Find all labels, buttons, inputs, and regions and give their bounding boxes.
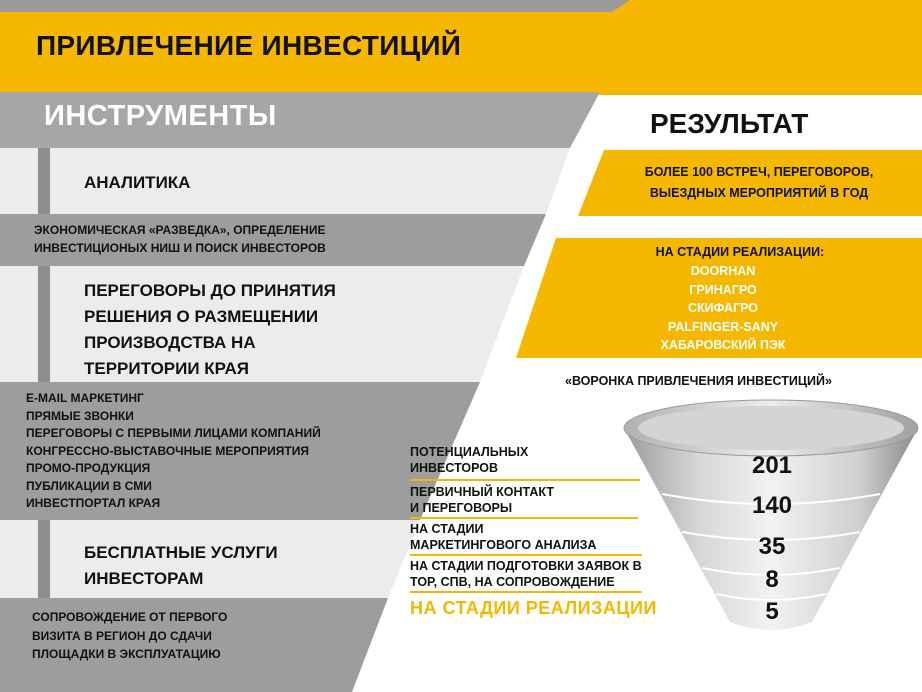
company-name: ГРИНАГРО: [689, 282, 757, 297]
negotiations-heading-line: ПЕРЕГОВОРЫ ДО ПРИНЯТИЯ: [84, 281, 336, 300]
funnel-title: «ВОРОНКА ПРИВЛЕЧЕНИЯ ИНВЕСТИЦИЙ»: [565, 374, 832, 388]
funnel-stage-line: [410, 591, 642, 593]
funnel-stage-label-line: ТОР, СПВ, НА СОПРОВОЖДЕНИЕ: [410, 575, 615, 589]
services-heading: [84, 540, 278, 592]
funnel-stage-value: 8: [765, 566, 779, 593]
instruments-title: ИНСТРУМЕНТЫ: [44, 100, 277, 132]
services-details: [32, 608, 227, 664]
funnel-stage-value: 201: [751, 452, 793, 479]
funnel-stage-line: [410, 479, 640, 481]
funnel-stage-value: 140: [751, 492, 793, 519]
funnel-stage-label-line: И ПЕРЕГОВОРЫ: [410, 501, 513, 515]
negotiations-heading-line: РЕШЕНИЯ О РАЗМЕЩЕНИИ: [84, 307, 319, 326]
analytics-detail-line: ЭКОНОМИЧЕСКАЯ «РАЗВЕДКА», ОПРЕДЕЛЕНИЕ: [34, 223, 326, 237]
funnel-final-stage-label: НА СТАДИИ РЕАЛИЗАЦИИ: [410, 598, 657, 618]
company-name: DOORHAN: [690, 264, 756, 278]
services-detail-line: ВИЗИТА В РЕГИОН ДО СДАЧИ: [32, 628, 212, 643]
header-top-strip: [0, 0, 630, 12]
negotiations-accent-bar: [38, 266, 50, 382]
analytics-accent-bar: [38, 148, 50, 214]
negotiations-heading: [84, 278, 336, 382]
funnel-stage-label-line: МАРКЕТИНГОВОГО АНАЛИЗА: [410, 538, 597, 552]
funnel-stage-line: [410, 517, 638, 519]
company-name: СКИФАГРО: [687, 301, 758, 315]
funnel-stage-label: [410, 484, 554, 516]
funnel-stage-value: 5: [765, 598, 779, 625]
stage-title: НА СТАДИИ РЕАЛИЗАЦИИ:: [655, 245, 825, 259]
meetings-text: [604, 162, 914, 204]
negotiations-heading-line: ТЕРРИТОРИИ КРАЯ: [84, 359, 250, 378]
funnel-stage-label: [410, 521, 596, 553]
negotiations-detail-line: ИНВЕСТПОРТАЛ КРАЯ: [26, 496, 161, 510]
funnel-stage-label-line: НА СТАДИИ: [410, 522, 484, 536]
negotiations-detail-line: E-MAIL МАРКЕТИНГ: [26, 391, 144, 405]
company-name: PALFINGER-SANY: [667, 319, 779, 334]
services-detail-line: СОПРОВОЖДЕНИЕ ОТ ПЕРВОГО: [32, 610, 228, 624]
negotiations-detail-line: ПРОМО-ПРОДУКЦИЯ: [26, 461, 151, 475]
funnel-stage-label: [410, 444, 528, 476]
analytics-heading: АНАЛИТИКА: [84, 173, 191, 192]
funnel-stage-label-line: ПЕРВИЧНЫЙ КОНТАКТ: [410, 485, 555, 499]
funnel-inner: [638, 406, 904, 450]
services-heading-line: БЕСПЛАТНЫЕ УСЛУГИ: [84, 543, 278, 562]
negotiations-detail-line: КОНГРЕССНО-ВЫСТАВОЧНЫЕ МЕРОПРИЯТИЯ: [26, 443, 310, 458]
funnel-stage-value: 35: [758, 533, 786, 560]
negotiations-detail-line: ПУБЛИКАЦИИ В СМИ: [26, 478, 152, 493]
analytics-detail-line: ИНВЕСТИЦИОНЫХ НИШ И ПОИСК ИНВЕСТОРОВ: [34, 240, 326, 255]
analytics-details: [34, 222, 326, 257]
page-title: ПРИВЛЕЧЕНИЕ ИНВЕСТИЦИЙ: [36, 30, 462, 61]
services-detail-line: ПЛОЩАДКИ В ЭКСПЛУАТАЦИЮ: [32, 647, 221, 661]
meetings-line: БОЛЕЕ 100 ВСТРЕЧ, ПЕРЕГОВОРОВ,: [644, 165, 874, 179]
companies-list: [600, 262, 846, 355]
result-title: РЕЗУЛЬТАТ: [650, 108, 809, 139]
negotiations-details: [26, 390, 321, 513]
negotiations-heading-line: ПРОИЗВОДСТВА НА: [84, 333, 256, 352]
funnel-stage-label-line: НА СТАДИИ ПОДГОТОВКИ ЗАЯВОК В: [410, 559, 642, 573]
negotiations-detail-line: ПЕРЕГОВОРЫ С ПЕРВЫМИ ЛИЦАМИ КОМПАНИЙ: [26, 426, 321, 440]
funnel-stage-label-line: ИНВЕСТОРОВ: [410, 461, 499, 475]
negotiations-detail-line: ПРЯМЫЕ ЗВОНКИ: [26, 408, 134, 423]
services-accent-bar: [38, 520, 50, 598]
meetings-line: ВЫЕЗДНЫХ МЕРОПРИЯТИЙ В ГОД: [649, 186, 869, 200]
funnel-stage-line: [410, 554, 642, 556]
funnel-stage-label: [410, 558, 642, 590]
services-heading-line: ИНВЕСТОРАМ: [84, 569, 204, 588]
company-name: ХАБАРОВСКИЙ ПЭК: [660, 338, 786, 352]
funnel-stage-label-line: ПОТЕНЦИАЛЬНЫХ: [410, 445, 529, 459]
